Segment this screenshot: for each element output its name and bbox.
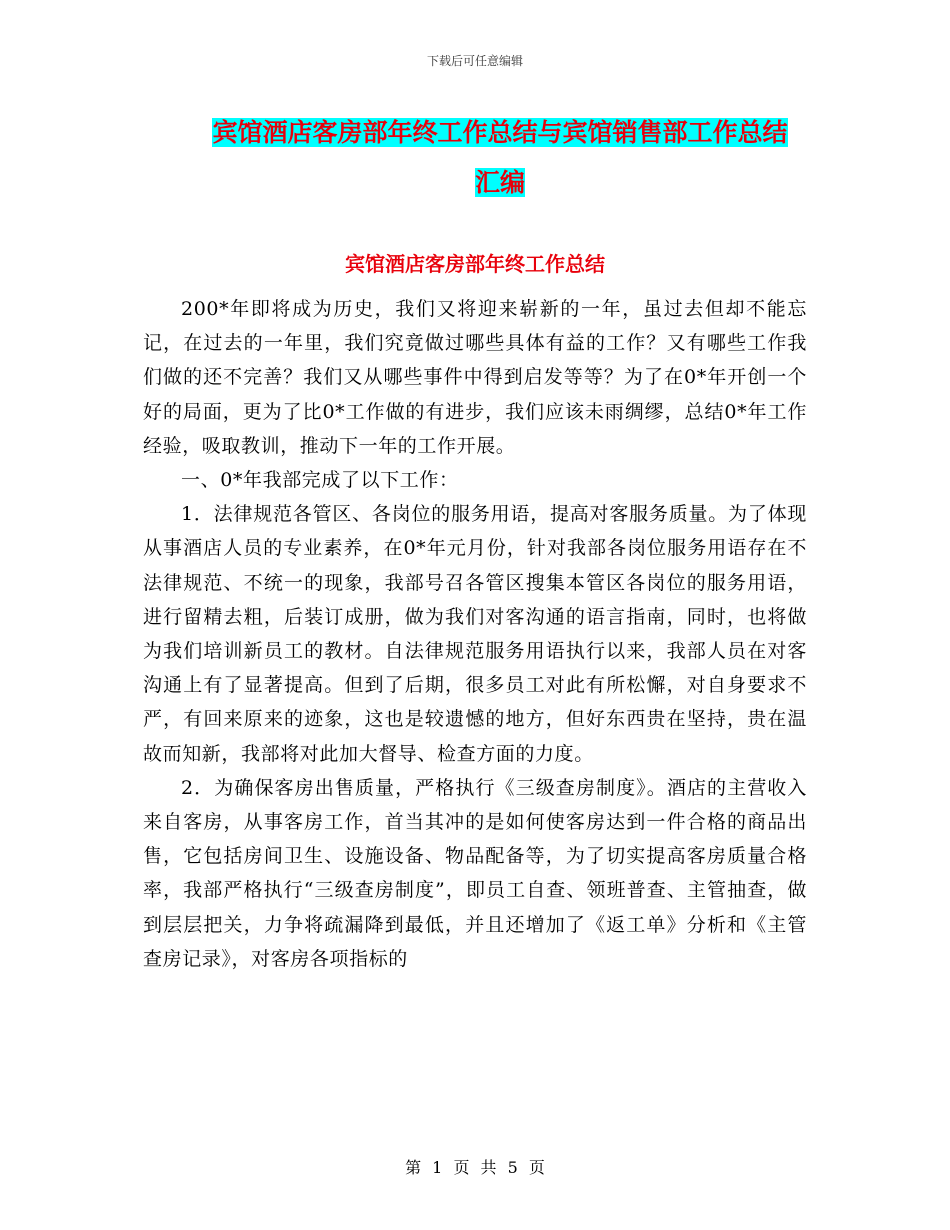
page-number-footer: 第 1 页 共 5 页 [405,1158,545,1177]
paragraph-intro: 200*年即将成为历史，我们又将迎来崭新的一年，虽过去但却不能忘记，在过去的一年里，我们究竟做过哪些具体有益的工作？又有哪些工作我们做的还不完善？我们又从哪些事件中得到启发等等？为了在0*年开创一个好的局面，更为了比0*工作做的有进步，我们应该未雨绸缪，总结0*年工作经验，吸取教训，推动下一年的工作开展。 [143,298,807,457]
paragraph-heading-1: 一、0*年我部完成了以下工作： [181,469,459,492]
document-title [140,108,860,208]
document-title-line-2: 汇编 [474,168,525,197]
paragraph-item-2: 2．为确保客房出售质量，严格执行《三级查房制度》。酒店的主营收入来自客房，从事客房工作，首当其冲的是如何使客房达到一件合格的商品出售，它包括房间卫生、设施设备、物品配备等，为了切实提高客房质量合格率，我部严格执行“三级查房制度”，即员工自查、领班普查、主管抽查，做到层层把关，力争将疏漏降到最低，并且还增加了《返工单》分析和《主管查房记录》，对客房各项指标的 [143,776,807,970]
header-note: 下载后可任意编辑 [426,54,523,68]
paragraph-item-1: 1．法律规范各管区、各岗位的服务用语，提高对客服务质量。为了体现从事酒店人员的专业素养，在0*年元月份，针对我部各岗位服务用语存在不法律规范、不统一的现象，我部号召各管区搜集本管区各岗位的服务用语，进行留精去粗，后装订成册，做为我们对客沟通的语言指南，同时，也将做为我们培训新员工的教材。自法律规范服务用语执行以来，我部人员在对客沟通上有了显著提高。但到了后期，很多员工对此有所松懈，对自身要求不严，有回来原来的迹象，这也是较遗憾的地方，但好东西贵在坚持，贵在温故而知新，我部将对此加大督导、检查方面的力度。 [143,503,807,765]
document-title-line-1: 宾馆酒店客房部年终工作总结与宾馆销售部工作总结 [212,118,788,147]
section-title: 宾馆酒店客房部年终工作总结 [345,252,605,276]
body-text [143,292,807,976]
